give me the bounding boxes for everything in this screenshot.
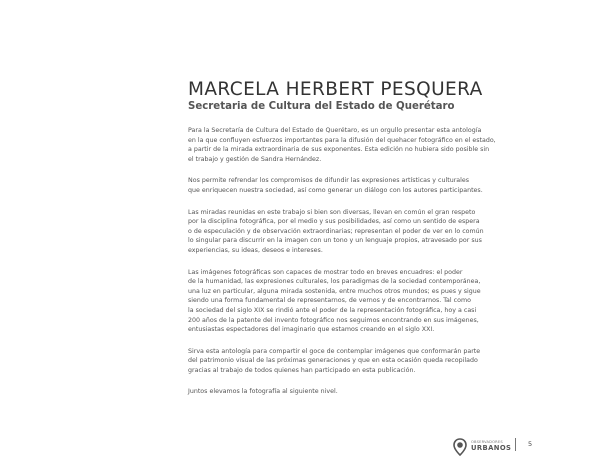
text-line: Las imágenes fotográficas son capaces de mostrar todo en breves encuadres: el poder <box>188 268 463 276</box>
text-line: gracias al trabajo de todos quienes han participado en esta publicación. <box>188 366 416 374</box>
text-line: por la disciplina fotográfica, por el medio y sus posibilidades, así como un sentido de espera <box>188 218 480 226</box>
text-line: Para la Secretaría de Cultura del Estado de Querétaro, es un orgullo presentar esta antología <box>188 127 482 134</box>
body-text <box>188 126 560 409</box>
text-line: que enriquecen nuestra sociedad, así como generar un diálogo con los autores participantes. <box>188 186 483 194</box>
text-line: de la humanidad, las expresiones culturales, los paradigmas de la sociedad contemporánea, <box>188 278 481 286</box>
footer-divider <box>515 438 516 451</box>
text-line: a partir de la mirada extraordinaria de sus exponentes. Esta edición no hubiera sido posible sin <box>188 146 490 154</box>
text-line: lo singular para discurrir en la imagen con un tono y un lenguaje propios, atravesado por sus <box>188 237 482 245</box>
logo-small-text: OBSERVADORES <box>471 440 503 444</box>
text-line: experiencias, su ideas, deseos e intereses. <box>188 246 323 254</box>
logo-big-text: URBANOS <box>471 444 512 452</box>
paragraph <box>188 208 560 256</box>
text-line: la sociedad del siglo XIX se rindió ante el poder de la representación fotográfica, hoy a casi <box>188 306 477 314</box>
location-pin-icon <box>452 438 468 456</box>
text-line: Juntos elevamos la fotografía al siguiente nivel. <box>188 388 338 396</box>
page-number: 5 <box>528 440 533 448</box>
text-line: en la que confluyen esfuerzos importantes para la difusión del quehacer fotográfico en el estado, <box>188 136 496 144</box>
footer-logo <box>452 436 514 458</box>
text-line: siendo una forma fundamental de representarnos, de vernos y de encontrarnos. Tal como <box>188 297 471 305</box>
paragraph <box>188 347 560 376</box>
paragraph <box>188 126 560 164</box>
text-line: Sirva esta antología para compartir el goce de contemplar imágenes que conformarán parte <box>188 347 481 355</box>
text-line: o de especulación y de observación extraordinarias; representan el poder de ver en lo común <box>188 227 484 235</box>
text-line: 200 años de la patente del invento fotográfico nos seguimos encontrando en sus imágenes, <box>188 316 479 324</box>
paragraph <box>188 268 560 335</box>
text-line: una luz en particular, alguna mirada sostenida, entre muchos otros mundos; es pues y sigue <box>188 287 481 295</box>
text-line: entusiastas espectadores del imaginario que estamos creando en el siglo XXI. <box>188 326 435 334</box>
text-line: del patrimonio visual de las próximas generaciones y que en esta ocasión queda recopilado <box>188 357 478 365</box>
paragraph <box>188 176 560 195</box>
page-subtitle: Secretaria de Cultura del Estado de Querétaro <box>188 101 455 112</box>
text-line: el trabajo y gestión de Sandra Hernández. <box>188 155 322 163</box>
text-line: Nos permite refrendar los compromisos de difundir las expresiones artísticas y culturales <box>188 177 470 185</box>
page-title: MARCELA HERBERT PESQUERA <box>188 79 483 100</box>
paragraph <box>188 387 560 397</box>
text-line: Las miradas reunidas en este trabajo si bien son diversas, llevan en común el gran respeto <box>188 208 476 216</box>
